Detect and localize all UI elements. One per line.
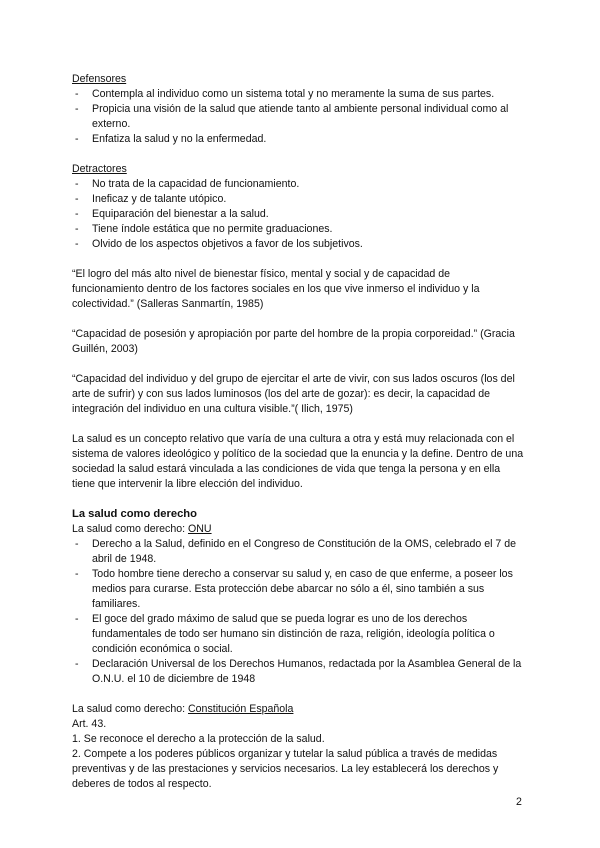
quote-gracia: “Capacidad de posesión y apropiación por parte del hombre de la propia corporeidad.” (Gracia Guillén, 2003) <box>72 328 515 355</box>
list-item: - Declaración Universal de los Derechos Humanos, redactada por la Asamblea General de la O.N.U. el 10 de diciembre de 1948 <box>75 658 522 685</box>
defensores-heading: Defensores <box>72 73 127 85</box>
list-item: - Derecho a la Salud, definido en el Congreso de Constitución de la OMS, celebrado el 7 de abril de 1948. <box>75 538 517 565</box>
onu-list <box>72 537 524 687</box>
article-number: Art. 43. <box>72 718 107 730</box>
detractores-list <box>72 177 524 252</box>
section-title: La salud como derecho <box>72 508 197 520</box>
page-number: 2 <box>516 796 522 808</box>
quote-ilich: “Capacidad del individuo y del grupo de ejercitar el arte de vivir, con sus lados oscuros (los del arte de sufrir) y con sus lados luminosos (los del arte de gozar): es decir, la capacidad de integración del individuo en una cultura visible.”( Ilich, 1975) <box>72 373 515 415</box>
list-item: - Equiparación del bienestar a la salud. <box>75 208 269 220</box>
list-item: - Todo hombre tiene derecho a conservar su salud y, en caso de que enferme, a poseer los medios para curarse. Esta protección debe abarcar no sólo a él, sino también a sus familiares. <box>75 568 513 610</box>
quote-salleras: “El logro del más alto nivel de bienestar físico, mental y social y de capacidad de funcionamiento dentro de los factores sociales en los que vive inmerso el individuo y la colectividad.” (Salleras Sanmartín, 1985) <box>72 268 480 310</box>
list-item: - El goce del grado máximo de salud que se pueda lograr es uno de los derechos fundamentales de todo ser humano sin distinción de raza, religión, ideología política o condición económica o social. <box>75 613 495 655</box>
ce-line: La salud como derecho: Constitución Española <box>72 703 294 715</box>
onu-link: ONU <box>188 523 212 535</box>
list-item: - Contempla al individuo como un sistema total y no meramente la suma de sus partes. <box>75 88 495 100</box>
list-item: - Propicia una visión de la salud que atiende tanto al ambiente personal individual como al externo. <box>75 103 509 130</box>
constitucion-link: Constitución Española <box>188 703 294 715</box>
list-item: - No trata de la capacidad de funcionamiento. <box>75 178 300 190</box>
onu-line: La salud como derecho: ONU <box>72 523 212 535</box>
defensores-list <box>72 87 524 147</box>
list-item: - Olvido de los aspectos objetivos a favor de los subjetivos. <box>75 238 363 250</box>
document-page <box>72 72 524 792</box>
relative-concept-paragraph: La salud es un concepto relativo que varía de una cultura a otra y está muy relacionada con el sistema de valores ideológico y político de la sociedad que la enuncia y la define. Dentro de una sociedad la salud estará vinculada a las condiciones de vida que tenga la persona y en ella tiene que intervenir la libre elección del individuo. <box>72 433 524 490</box>
detractores-heading: Detractores <box>72 163 127 175</box>
article-point-2: 2. Compete a los poderes públicos organizar y tutelar la salud pública a través de medidas preventivas y de las prestaciones y servicios necesarios. La ley establecerá los derechos y deberes de todos al respecto. <box>72 748 499 790</box>
list-item: - Ineficaz y de talante utópico. <box>75 193 227 205</box>
article-point-1: 1. Se reconoce el derecho a la protección de la salud. <box>72 733 325 745</box>
list-item: - Enfatiza la salud y no la enfermedad. <box>75 133 267 145</box>
list-item: - Tiene índole estática que no permite graduaciones. <box>75 223 333 235</box>
